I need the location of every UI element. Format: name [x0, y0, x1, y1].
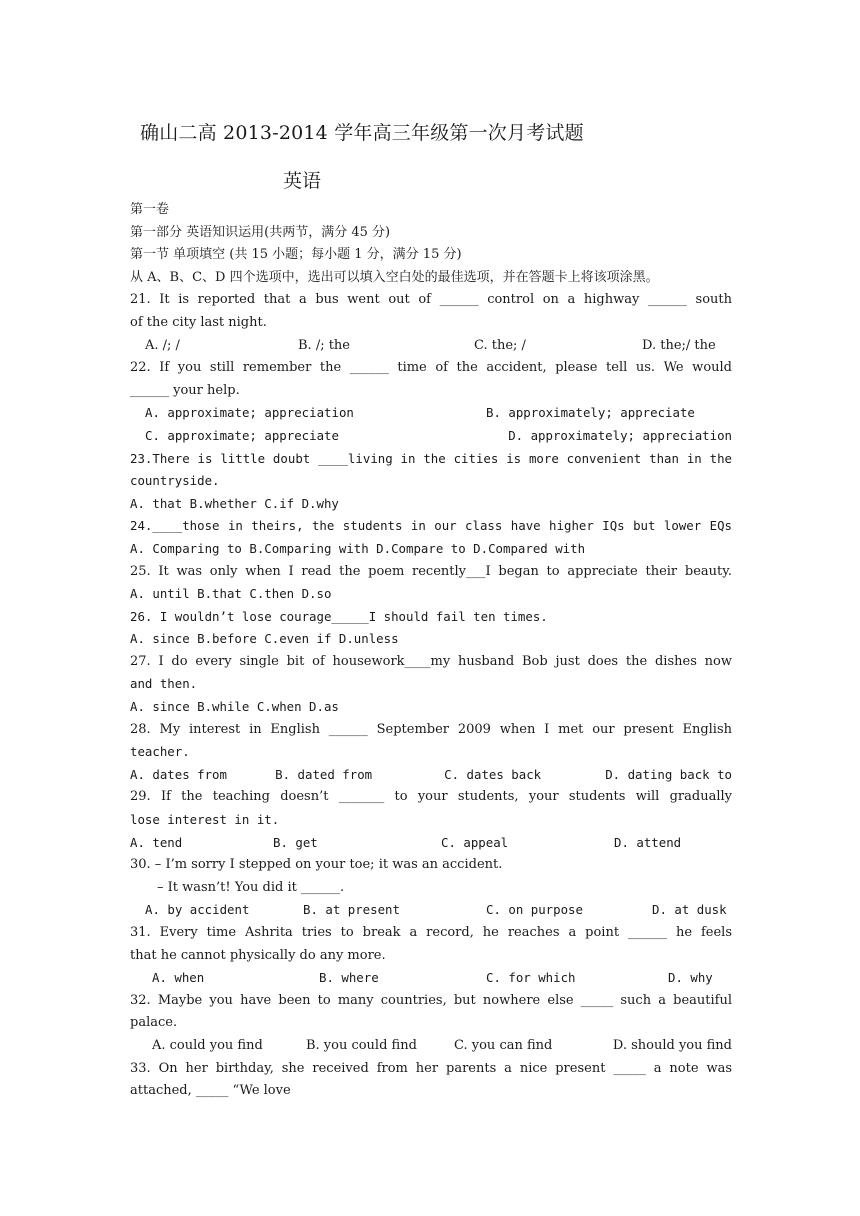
q22-option-b: B. approximately; appreciate — [486, 405, 695, 421]
q28-options — [130, 764, 732, 787]
q22-options-row2 — [130, 425, 732, 448]
q31-options — [130, 967, 732, 990]
q28-option-d: D. dating back to — [605, 766, 733, 782]
q32-stem-cont: palace. — [130, 1015, 178, 1031]
q30-option-c: C. on purpose — [486, 902, 583, 918]
q22-stem: 22. If you still remember the ______ time of the accident, please tell us. We would — [130, 360, 732, 376]
q31-option-b: B. where — [319, 970, 379, 986]
q32-option-a: A. could you find — [152, 1037, 263, 1053]
q29-option-c: C. appeal — [441, 834, 509, 850]
q33-stem: 33. On her birthday, she received from her parents a nice present _____ a note was — [130, 1060, 732, 1076]
q22-option-a: A. approximate; appreciation — [145, 405, 354, 421]
q31-stem-cont: that he cannot physically do any more. — [130, 947, 386, 963]
q31-option-c: C. for which — [486, 970, 576, 986]
q24-options: A. Comparing to B.Comparing with D.Compare to D.Compared with — [130, 540, 586, 556]
q23-stem-cont: countryside. — [130, 473, 220, 489]
q30-stem: 30. – I’m sorry I stepped on your toe; it was an accident. — [130, 857, 503, 873]
q21-option-b: B. /; the — [298, 337, 350, 353]
q30-option-d: D. at dusk — [652, 902, 727, 918]
q27-stem-cont: and then. — [130, 676, 198, 692]
q29-option-a: A. tend — [130, 834, 183, 850]
q22-options-row1 — [130, 402, 732, 425]
section-part: 第一部分 英语知识运用(共两节，满分 45 分) — [130, 224, 391, 240]
q28-option-b: B. dated from — [275, 766, 373, 782]
q30-stem-cont: – It wasn’t! You did it ______. — [157, 879, 345, 895]
q28-option-c: C. dates back — [444, 766, 542, 782]
q31-stem: 31. Every time Ashrita tries to break a record, he reaches a point ______ he feels — [130, 925, 732, 940]
q28-stem-cont: teacher. — [130, 744, 190, 760]
q21-option-a: A. /; / — [145, 337, 180, 353]
section-heading: 第一节 单项填空 (共 15 小题；每小题 1 分，满分 15 分) — [130, 247, 462, 263]
q31-option-a: A. when — [152, 970, 205, 986]
q22-option-c: C. approximate; appreciate — [145, 427, 339, 443]
q21-options — [130, 335, 732, 358]
q26-options: A. since B.before C.even if D.unless — [130, 631, 399, 647]
q25-options: A. until B.that C.then D.so — [130, 586, 332, 602]
exam-subject: 英语 — [283, 170, 322, 192]
q29-option-b: B. get — [273, 834, 318, 850]
q32-option-d: D. should you find — [612, 1037, 732, 1053]
q29-stem: 29. If the teaching doesn’t _______ to your students, your students will gradually — [130, 789, 732, 805]
q22-stem-cont: ______ your help. — [130, 382, 240, 398]
q26-stem: 26. I wouldn’t lose courage_____I should fail ten times. — [130, 608, 548, 624]
exam-body — [130, 199, 732, 1103]
q24-stem: 24.____those in theirs, the students in our class have higher IQs but lower EQs — [130, 518, 732, 534]
q22-option-d: D. approximately; appreciation — [508, 427, 732, 443]
q23-stem: 23.There is little doubt ____living in the cities is more convenient than in the — [130, 450, 732, 466]
q33-stem-cont: attached, _____ “We love — [130, 1083, 291, 1099]
q30-option-a: A. by accident — [145, 902, 250, 918]
q31-option-d: D. why — [668, 970, 713, 986]
q21-option-c: C. the; / — [474, 337, 526, 353]
q27-options: A. since B.while C.when D.as — [130, 699, 339, 715]
q27-stem: 27. I do every single bit of housework____my husband Bob just does the dishes now — [130, 653, 732, 669]
instructions: 从 A、B、C、D 四个选项中，选出可以填入空白处的最佳选项，并在答题卡上将该项涂黑。 — [130, 269, 659, 285]
q21-stem-cont: of the city last night. — [130, 314, 267, 330]
q32-option-c: C. you can find — [454, 1037, 553, 1053]
q29-options — [130, 832, 732, 855]
q32-options — [130, 1035, 732, 1058]
q23-options: A. that B.whether C.if D.why — [130, 495, 339, 511]
section-volume: 第一卷 — [130, 202, 170, 217]
q21-option-d: D. the;/ the — [642, 337, 716, 353]
exam-title: 确山二高 2013-2014 学年高三年级第一次月考试题 — [140, 122, 584, 144]
q25-stem: 25. It was only when I read the poem recently___I began to appreciate their beauty. — [130, 563, 732, 579]
q29-stem-cont: lose interest in it. — [130, 812, 280, 828]
q28-option-a: A. dates from — [130, 766, 227, 782]
q28-stem: 28. My interest in English ______ September 2009 when I met our present English — [130, 721, 732, 737]
q30-options — [130, 899, 732, 922]
q32-option-b: B. you could find — [305, 1037, 417, 1053]
q32-stem: 32. Maybe you have been to many countries, but nowhere else _____ such a beautiful — [130, 992, 732, 1008]
q21-stem: 21. It is reported that a bus went out of ______ control on a highway ______ south — [130, 292, 732, 308]
q30-option-b: B. at present — [303, 902, 400, 918]
q29-option-d: D. attend — [614, 834, 682, 850]
